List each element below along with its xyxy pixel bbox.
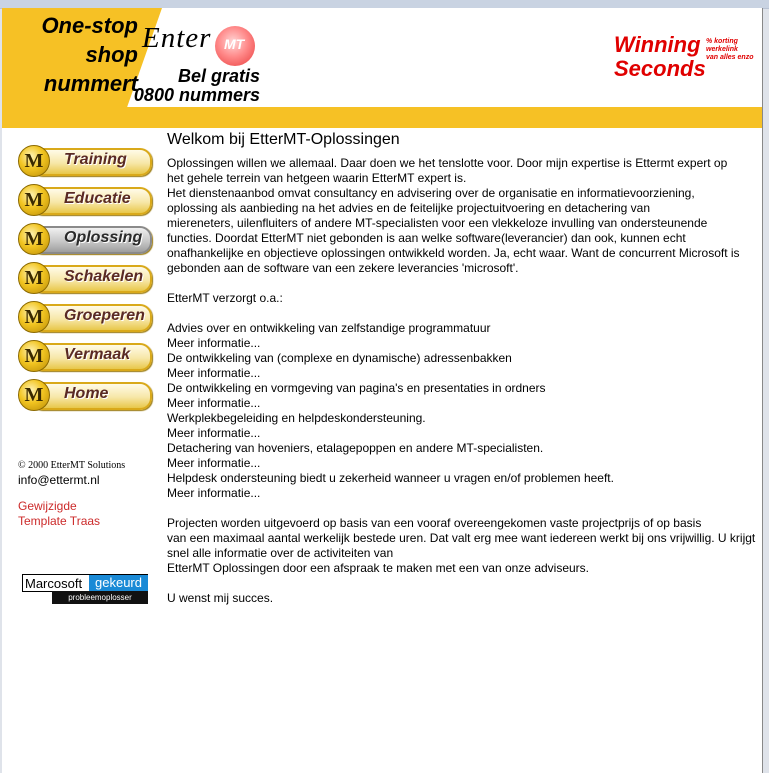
header-yellow-band [2, 107, 762, 128]
nav-label: Oplossing [64, 229, 143, 246]
service-text: De ontwikkeling van (complexe en dynamische) adressenbakken [167, 351, 512, 365]
slogan-line: shop [85, 42, 138, 67]
gewijzigde-link[interactable]: Gewijzigde [18, 499, 77, 513]
meer-informatie-link[interactable]: Meer informatie... [167, 366, 261, 380]
nav-label: Vermaak [64, 346, 131, 363]
nav-button-groeperen[interactable] [18, 301, 154, 332]
service-text: Detachering van hoveniers, etalagepoppen en andere MT-specialisten. [167, 441, 544, 455]
nav-button-home[interactable] [18, 379, 154, 410]
slogan [10, 11, 138, 98]
nav-button-oplossing[interactable] [18, 223, 154, 254]
slogan-line: One-stop [41, 13, 138, 38]
coin-icon [18, 379, 50, 411]
coin-icon [18, 301, 50, 333]
meer-informatie-link[interactable]: Meer informatie... [167, 486, 261, 500]
nav-label: Home [64, 385, 109, 402]
projects-line: snel alle informatie over de activiteiten van [167, 546, 394, 560]
coin-letter: M [24, 345, 44, 367]
nav-button-vermaak[interactable] [18, 340, 154, 371]
spacer [167, 306, 757, 321]
coin-letter: M [24, 150, 44, 172]
coin-letter: M [24, 189, 44, 211]
verzorgt-text: EtterMT verzorgt o.a.: [167, 291, 283, 305]
service-text: Advies over en ontwikkeling van zelfstandige programmatuur [167, 321, 491, 335]
meer-informatie-link[interactable]: Meer informatie... [167, 396, 261, 410]
meer-informatie-link[interactable]: Meer informatie... [167, 456, 261, 470]
fineprint-line: werkelink [706, 46, 738, 53]
coin-icon [18, 262, 50, 294]
seconds-word: Seconds [614, 56, 706, 81]
winning-seconds-ad[interactable] [614, 33, 706, 81]
meer-informatie-link[interactable]: Meer informatie... [167, 336, 261, 350]
bel-gratis-text [120, 67, 260, 105]
intro-line: onafhankelijke en objectieve oplossingen ontwikkeld worden. Ja, echt waar. Want de concurrent Microsoft is [167, 246, 740, 260]
nav-label: Educatie [64, 190, 131, 207]
intro-line: miereneters, uilenfluiters of andere MT-specialisten voor een vlekkeloze invulling van ondersteunende [167, 216, 708, 230]
nav-label: Training [64, 151, 127, 168]
coin-icon [18, 145, 50, 177]
spacer [167, 576, 757, 591]
page-title: Welkom bij EtterMT-Oplossingen [167, 131, 400, 148]
service-text: Werkplekbegeleiding en helpdeskondersteuning. [167, 411, 426, 425]
nav-button-training[interactable] [18, 145, 154, 176]
fineprint-line: van alles enzo [706, 54, 754, 61]
template-traas-link[interactable]: Template Traas [18, 514, 101, 528]
badge-right-text: gekeurd [89, 575, 148, 591]
page [2, 8, 762, 773]
email-link[interactable]: info@ettermt.nl [18, 473, 100, 487]
badge-left-text: Marcosoft [25, 576, 83, 591]
header-banner [2, 8, 762, 128]
badge-top [22, 574, 148, 592]
coin-icon [18, 184, 50, 216]
copyright: © 2000 EtterMT Solutions [18, 460, 126, 471]
projects-line: Projecten worden uitgevoerd op basis van een vooraf overeengekomen vaste projectprijs of op basis [167, 516, 702, 530]
coin-letter: M [24, 384, 44, 406]
winning-fineprint [706, 38, 753, 62]
marcosoft-badge [22, 574, 148, 605]
nav-button-educatie[interactable] [18, 184, 154, 215]
sidebar-nav [18, 145, 158, 418]
coin-icon [18, 340, 50, 372]
intro-line: gebonden aan de software van een zekere leverancies 'microsoft'. [167, 261, 519, 275]
coin-letter: M [24, 267, 44, 289]
fineprint-line: % korting [706, 38, 738, 45]
projects-line: van een maximaal aantal werkelijk bestede uren. Dat valt erg mee want iedereen werkt bij ons vrijwillig. U krijgt [167, 531, 756, 545]
main-content [167, 130, 757, 606]
spacer [167, 501, 757, 516]
intro-line: functies. Doordat EtterMT niet gebonden is aan welke software(leverancier) dan ook, kunnen echt [167, 231, 686, 245]
intro-line: oplossing als aanbieding na het advies en de feitelijke projectuitvoering en detachering van [167, 201, 650, 215]
bel-gratis: Bel gratis [177, 66, 260, 86]
intro-line: het gehele terrein van hetgeen waarin EtterMT expert is. [167, 171, 467, 185]
intro-line: Oplossingen willen we allemaal. Daar doen we het tenslotte voor. Door mijn expertise is Ettermt expert op [167, 156, 728, 170]
coin-letter: M [24, 306, 44, 328]
coin-letter: M [24, 228, 44, 250]
spacer [167, 276, 757, 291]
nummers: 0800 nummers [133, 85, 260, 105]
meer-informatie-link[interactable]: Meer informatie... [167, 426, 261, 440]
nav-button-schakelen[interactable] [18, 262, 154, 293]
nav-label: Groeperen [64, 307, 145, 324]
slogan-line: nummert [43, 71, 138, 96]
coin-icon [18, 223, 50, 255]
badge-bottom-text: probleemoplosser [52, 591, 148, 604]
projects-line: EtterMT Oplossingen door een afspraak te maken met een van onze adviseurs. [167, 561, 590, 575]
service-text: De ontwikkeling en vormgeving van pagina's en presentaties in ordners [167, 381, 546, 395]
logo-mt: MT [224, 36, 245, 52]
closing-text: U wenst mij succes. [167, 591, 274, 605]
service-text: Helpdesk ondersteuning biedt u zekerheid wanneer u vragen en/of problemen heeft. [167, 471, 614, 485]
winning-word: Winning [614, 32, 701, 57]
logo-enter: Enter [142, 22, 212, 54]
nav-label: Schakelen [64, 268, 144, 285]
intro-line: Het dienstenaanbod omvat consultancy en advisering over de organisatie en informatievoorziening, [167, 186, 695, 200]
